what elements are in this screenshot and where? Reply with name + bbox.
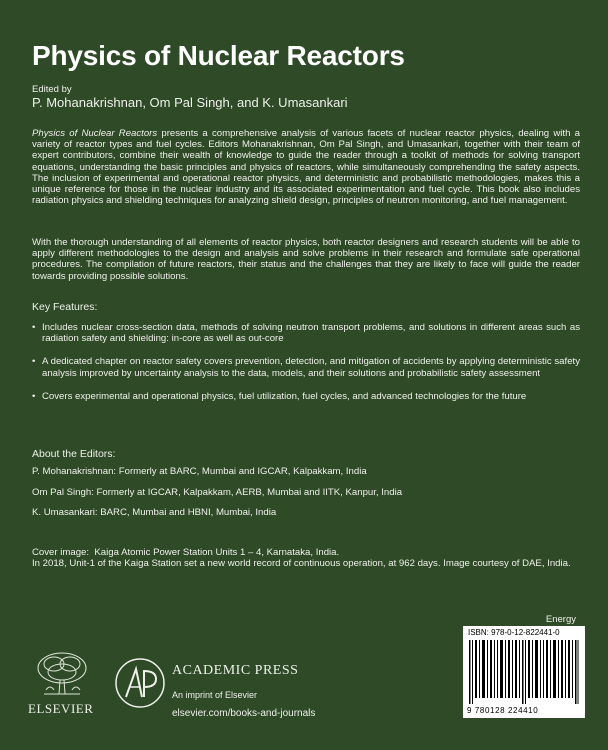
bullet-icon: • [32,322,36,333]
book-title: Physics of Nuclear Reactors [32,40,405,71]
academic-press-wordmark: ACADEMIC PRESS [172,663,299,678]
barcode-number: 9 780128 224410 [467,706,539,715]
key-feature-text: Includes nuclear cross-section data, methods of solving neutron transport problems, and solutions in different areas such as radiation safety and shielding: in-core as well as out-core [42,322,580,345]
key-feature-item [32,391,580,402]
barcode-icon [469,640,579,704]
description-title-italic: Physics of Nuclear Reactors [32,128,158,139]
edited-by-label: Edited by [32,84,72,95]
academic-press-logo [114,657,166,709]
description-paragraph-1-text: presents a comprehensive analysis of various facets of nuclear reactor physics, dealing with a variety of reactor types and fuel cycles. Editors Mohanakrishnan, Om Pal Singh, and Umasankari, together with their team of expert contributors, combine their wealth of knowledge to guide the reader through a toolkit of methods for solving transport equations, understanding the basic principles and physics of reactors, while simultaneously comprehending the safety aspects. The inclusion of experimental and operational reactor physics, and deterministic and probabilistic methodologies, makes this a unique reference for those in the nuclear industry and its associated experimentation and fuel cycle. This book also includes radiation physics and shielding techniques for analyzing shield design, principles of neutron monitoring, and fuel management. [32,128,580,207]
key-feature-item [32,356,580,378]
cover-image-note: In 2018, Unit-1 of the Kaiga Station set a new world record of continuous operation, at 962 days. Image courtesy of DAE, India. [32,558,571,570]
cover-image-credit [32,547,580,569]
key-feature-text: Covers experimental and operational physics, fuel utilization, fuel cycles, and advanced technologies for the future [42,390,527,402]
bullet-icon: • [32,390,36,402]
subject-category: Energy [545,614,576,625]
editors-line: P. Mohanakrishnan, Om Pal Singh, and K. Umasankari [32,95,348,110]
elsevier-wordmark: ELSEVIER [28,701,94,716]
key-features-heading: Key Features: [32,301,98,313]
editor-name: P. Mohanakrishnan: [32,466,117,477]
cover-image-caption: Kaiga Atomic Power Station Units 1 – 4, Karnataka, India. [94,547,340,558]
editor-affiliation: Formerly at IGCAR, Kalpakkam, AERB, Mumbai and IITK, Kanpur, India [93,487,403,498]
editor-name: Om Pal Singh: [32,487,94,498]
editor-bio [32,507,276,518]
key-feature-text: A dedicated chapter on reactor safety covers prevention, detection, and mitigation of accidents by applying deterministic safety analysis improved by uncertainty analysis to the data, models, and their solutions and probabilistic safety assessment [42,356,580,379]
editor-bio [32,466,367,477]
cover-image-caption-line [32,547,580,558]
key-feature-item [32,322,580,344]
key-features-list [32,322,580,414]
cover-image-label: Cover image: [32,547,90,558]
description-paragraph-1 [32,128,580,206]
about-editors-heading: About the Editors: [32,448,116,460]
editor-affiliation: BARC, Mumbai and HBNI, Mumbai, India [97,507,277,518]
editor-name: K. Umasankari: [32,507,98,518]
editor-bio [32,487,402,498]
bullet-icon: • [32,356,36,368]
description-paragraph-2: With the thorough understanding of all elements of reactor physics, both reactor designers and research students will be able to apply different methodologies to the design and analysis and solve problems in their research and formulate safe operational procedures. The compilation of future reactors, their status and the challenges that they are likely to face will guide the reader towards providing possible solutions. [32,237,580,282]
imprint-line: An imprint of Elsevier [172,690,258,700]
elsevier-tree-logo [32,650,92,700]
editor-affiliation: Formerly at BARC, Mumbai and IGCAR, Kalpakkam, India [116,466,367,477]
isbn-text: ISBN: 978-0-12-822441-0 [468,628,560,637]
barcode-panel [463,626,585,718]
publisher-url: elsevier.com/books-and-journals [172,708,316,719]
